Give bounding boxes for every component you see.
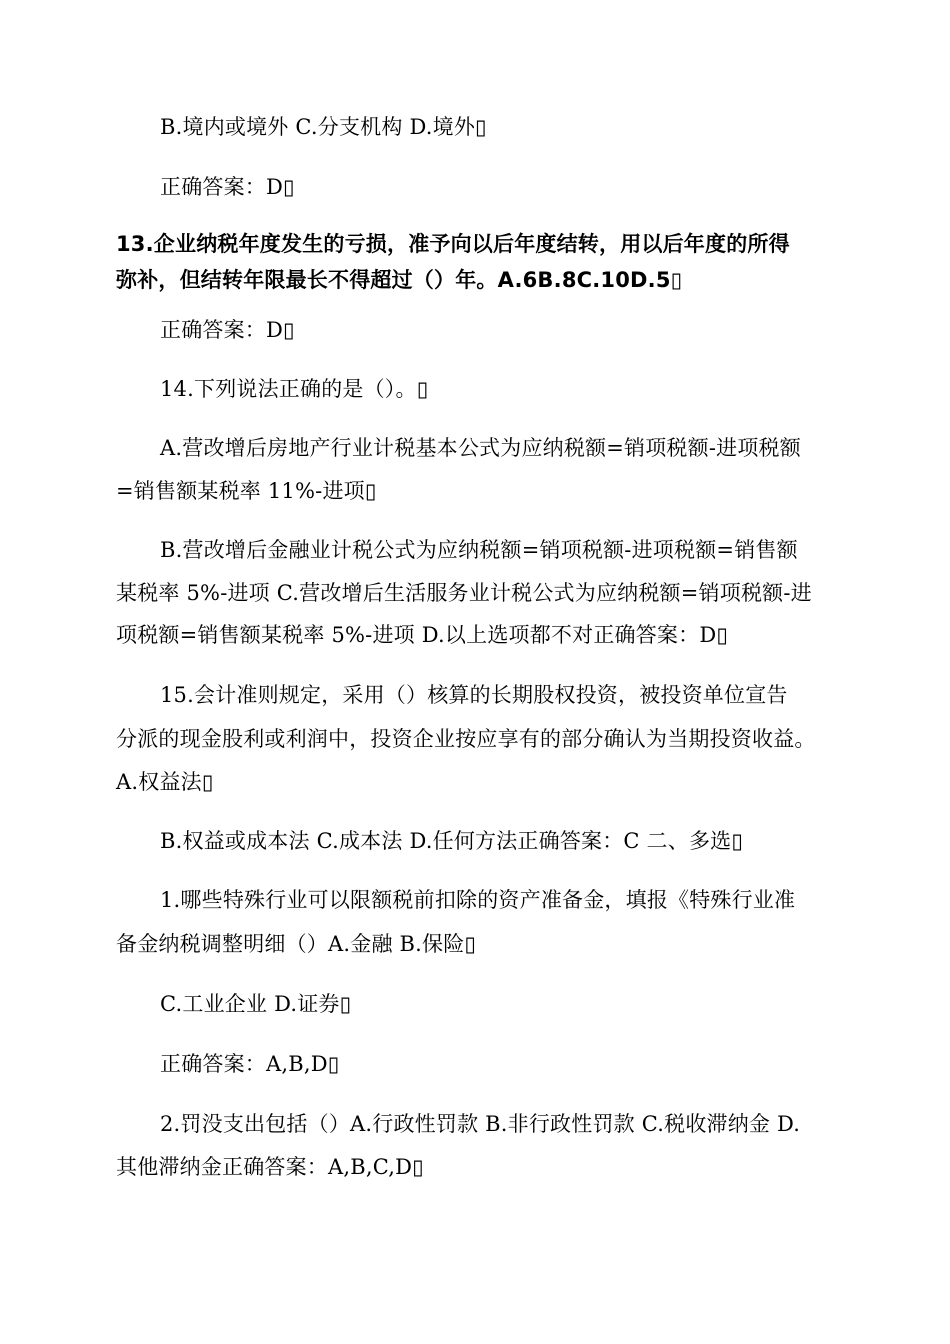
text-line: 正确答案：D▯ — [160, 318, 295, 342]
multi-question-2: 2.罚没支出包括（）A.行政性罚款 B.非行政性罚款 C.税收滞纳金 D. — [160, 1112, 801, 1136]
text-line: =销售额某税率 11%-进项▯ — [116, 479, 377, 503]
text-line: 分派的现金股利或利润中，投资企业按应享有的部分确认为当期投资收益。 — [116, 727, 816, 751]
text-line: B.权益或成本法 C.成本法 D.任何方法正确答案：C 二、多选▯ — [160, 829, 744, 853]
text-line: 其他滞纳金正确答案：A,B,C,D▯ — [116, 1155, 424, 1179]
question-13-line-1: 13.企业纳税年度发生的亏损，准予向以后年度结转，用以后年度的所得 — [116, 232, 790, 256]
text-line: A.营改增后房地产行业计税基本公式为应纳税额=销项税额-进项税额 — [160, 436, 801, 460]
text-line: B.境内或境外 C.分支机构 D.境外▯ — [160, 115, 487, 139]
text-line: 正确答案：D▯ — [160, 175, 295, 199]
text-line: 某税率 5%-进项 C.营改增后生活服务业计税公式为应纳税额=销项税额-进 — [116, 581, 812, 605]
question-13-line-2: 弥补，但结转年限最长不得超过（）年。A.6B.8C.10D.5▯ — [116, 268, 683, 292]
text-line: 正确答案：A,B,D▯ — [160, 1052, 340, 1076]
text-line: 项税额=销售额某税率 5%-进项 D.以上选项都不对正确答案：D▯ — [116, 623, 729, 647]
question-15: 15.会计准则规定，采用（）核算的长期股权投资，被投资单位宣告 — [160, 683, 788, 707]
text-line: A.权益法▯ — [116, 770, 214, 794]
text-line: 备金纳税调整明细（）A.金融 B.保险▯ — [116, 932, 477, 956]
text-line: C.工业企业 D.证券▯ — [160, 992, 352, 1016]
multi-question-1: 1.哪些特殊行业可以限额税前扣除的资产准备金，填报《特殊行业准 — [160, 888, 796, 912]
question-14: 14.下列说法正确的是（）。▯ — [160, 377, 429, 401]
text-line: B.营改增后金融业计税公式为应纳税额=销项税额-进项税额=销售额 — [160, 538, 798, 562]
